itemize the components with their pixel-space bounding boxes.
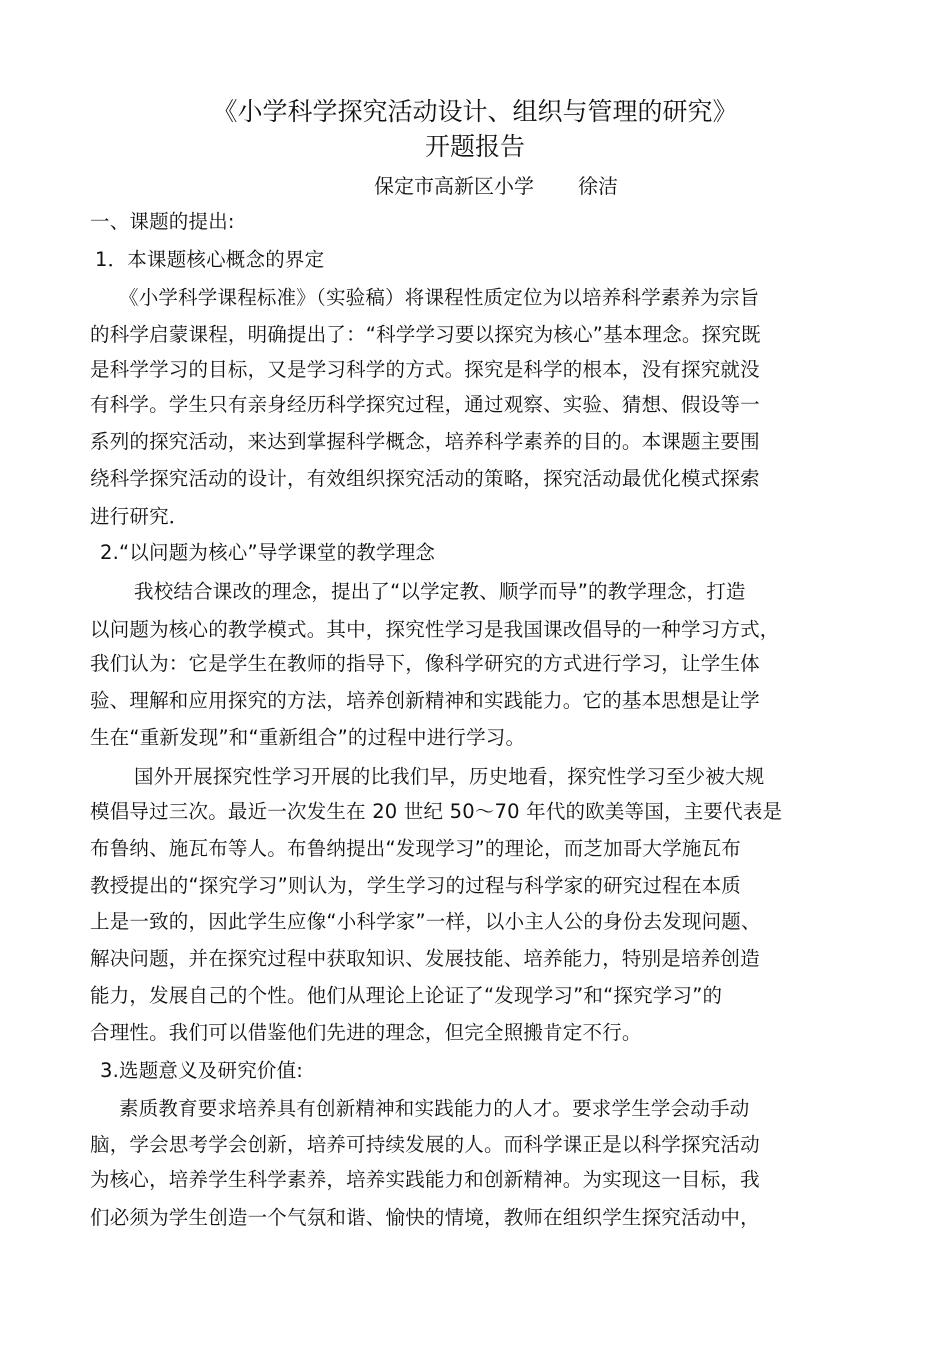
paragraph-line: 《小学科学课程标准》（实验稿）将课程性质定位为以培养科学素养为宗旨: [119, 286, 760, 309]
paragraph-line: 国外开展探究性学习开展的比我们早，历史地看，探究性学习至少被大规: [134, 765, 765, 788]
author-school: 保定市高新区小学: [374, 174, 534, 198]
paragraph-line: 能力，发展自己的个性。他们从理论上论证了“发现学习”和“探究学习”的: [90, 984, 723, 1007]
subsection-heading: 2.“以问题为核心”导学课堂的教学理念: [100, 541, 436, 564]
paragraph-line: 素质教育要求培养具有创新精神和实践能力的人才。要求学生学会动手动: [119, 1097, 750, 1120]
paragraph-line: 为核心，培养学生科学素养，培养实践能力和创新精神。为实现这一目标，我: [90, 1168, 760, 1191]
paragraph-line: 脑，学会思考学会创新，培养可持续发展的人。而科学课正是以科学探究活动: [90, 1133, 760, 1156]
section-heading: 一、课题的提出:: [90, 210, 235, 233]
paragraph-line: 教授提出的“探究学习”则认为，学生学习的过程与科学家的研究过程在本质: [90, 874, 742, 897]
paragraph-line: 系列的探究活动，来达到掌握科学概念，培养科学素养的目的。本课题主要围: [90, 430, 760, 453]
paragraph-line: 模倡导过三次。最近一次发生在 20 世纪 50～70 年代的欧美等国，主要代表是: [90, 800, 783, 823]
author-name: 徐洁: [578, 174, 618, 198]
paragraph-line: 我校结合课改的理念，提出了“以学定教、顺学而导”的教学理念，打造: [134, 580, 746, 603]
paragraph-line: 是科学学习的目标，又是学习科学的方式。探究是科学的根本，没有探究就没: [90, 358, 760, 381]
paragraph-line: 进行研究．: [90, 505, 189, 528]
paragraph-line: 的科学启蒙课程，明确提出了：“科学学习要以探究为核心”基本理念。探究既: [90, 323, 761, 346]
paragraph-line: 们必须为学生创造一个气氛和谐、愉快的情境，教师在组织学生探究活动中，: [90, 1206, 760, 1229]
paragraph-line: 布鲁纳、施瓦布等人。布鲁纳提出“发现学习”的理论，而芝加哥大学施瓦布: [90, 837, 742, 860]
paragraph-line: 有科学。学生只有亲身经历科学探究过程，通过观察、实验、猜想、假设等一: [90, 393, 760, 416]
paragraph-line: 验、理解和应用探究的方法，培养创新精神和实践能力。它的基本思想是让学: [90, 689, 760, 712]
paragraph-line: 生在“重新发现”和“重新组合”的过程中进行学习。: [90, 726, 526, 749]
paragraph-line: 上是一致的，因此学生应像“小科学家”一样，以小主人公的身份去发现问题、: [90, 910, 761, 933]
paragraph-line: 绕科学探究活动的设计，有效组织探究活动的策略，探究活动最优化模式探索: [90, 467, 760, 490]
paragraph-line: 我们认为：它是学生在教师的指导下，像科学研究的方式进行学习，让学生体: [90, 652, 760, 675]
subsection-heading: 3.选题意义及研究价值:: [100, 1059, 304, 1082]
paragraph-line: 以问题为核心的教学模式。其中，探究性学习是我国课改倡导的一种学习方式，: [90, 618, 780, 641]
paragraph-line: 解决问题，并在探究过程中获取知识、发展技能、培养能力，特别是培养创造: [90, 947, 760, 970]
document-subtitle: 开题报告: [424, 132, 525, 161]
subsection-heading: 1．本课题核心概念的界定: [95, 248, 325, 271]
document-title: 《小学科学探究活动设计、组织与管理的研究》: [212, 97, 738, 126]
paragraph-line: 合理性。我们可以借鉴他们先进的理念，但完全照搬肯定不行。: [90, 1021, 642, 1044]
author-line: [374, 171, 618, 201]
